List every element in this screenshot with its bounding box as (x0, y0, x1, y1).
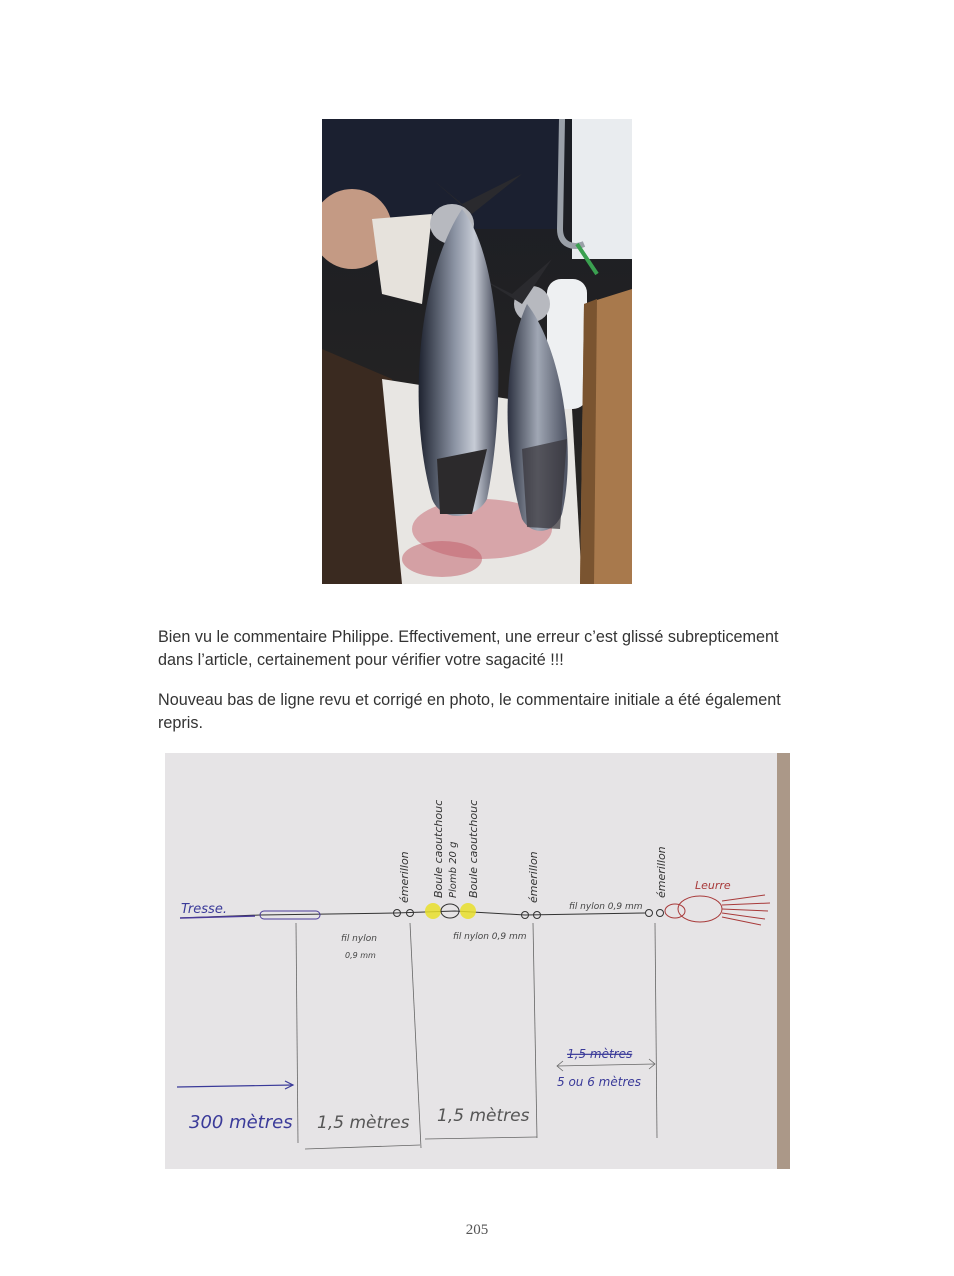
label-leurre: Leurre (695, 879, 731, 892)
label-fil-nylon-1b: 0,9 mm (345, 951, 376, 960)
label-boule-1: Boule caoutchouc (432, 799, 445, 898)
label-emerillon-2: émerillon (527, 851, 540, 903)
comment-paragraph-1: Bien vu le commentaire Philippe. Effectivement, une erreur c’est glissé subrepticement dans l’article, certainement pour vérifier votre sagacité !!! (158, 628, 779, 669)
label-boule-2: Boule caoutchouc (467, 799, 480, 898)
label-fil-nylon-3: fil nylon 0,9 mm (569, 902, 643, 912)
label-fil-nylon-1a: fil nylon (341, 934, 377, 944)
label-plomb: Plomb 20 g (448, 841, 459, 898)
tuna-photo (322, 119, 632, 584)
label-dist-crossed: 1,5 mètres (567, 1047, 633, 1061)
comment-paragraph-2: Nouveau bas de ligne revu et corrigé en photo, le commentaire initiale a été également repris. (158, 691, 781, 732)
label-dist-new: 5 ou 6 mètres (557, 1075, 642, 1089)
page-number: 205 (465, 1222, 489, 1238)
label-dist-300: 300 mètres (189, 1112, 293, 1133)
label-tresse: Tresse. (181, 902, 227, 917)
label-emerillon-1: émerillon (398, 851, 411, 903)
label-dist-15a: 1,5 mètres (317, 1113, 410, 1133)
label-emerillon-3: émerillon (655, 846, 668, 898)
label-fil-nylon-2: fil nylon 0,9 mm (453, 932, 527, 942)
fishing-rig-sketch (165, 753, 790, 1169)
label-dist-15b: 1,5 mètres (437, 1106, 530, 1126)
